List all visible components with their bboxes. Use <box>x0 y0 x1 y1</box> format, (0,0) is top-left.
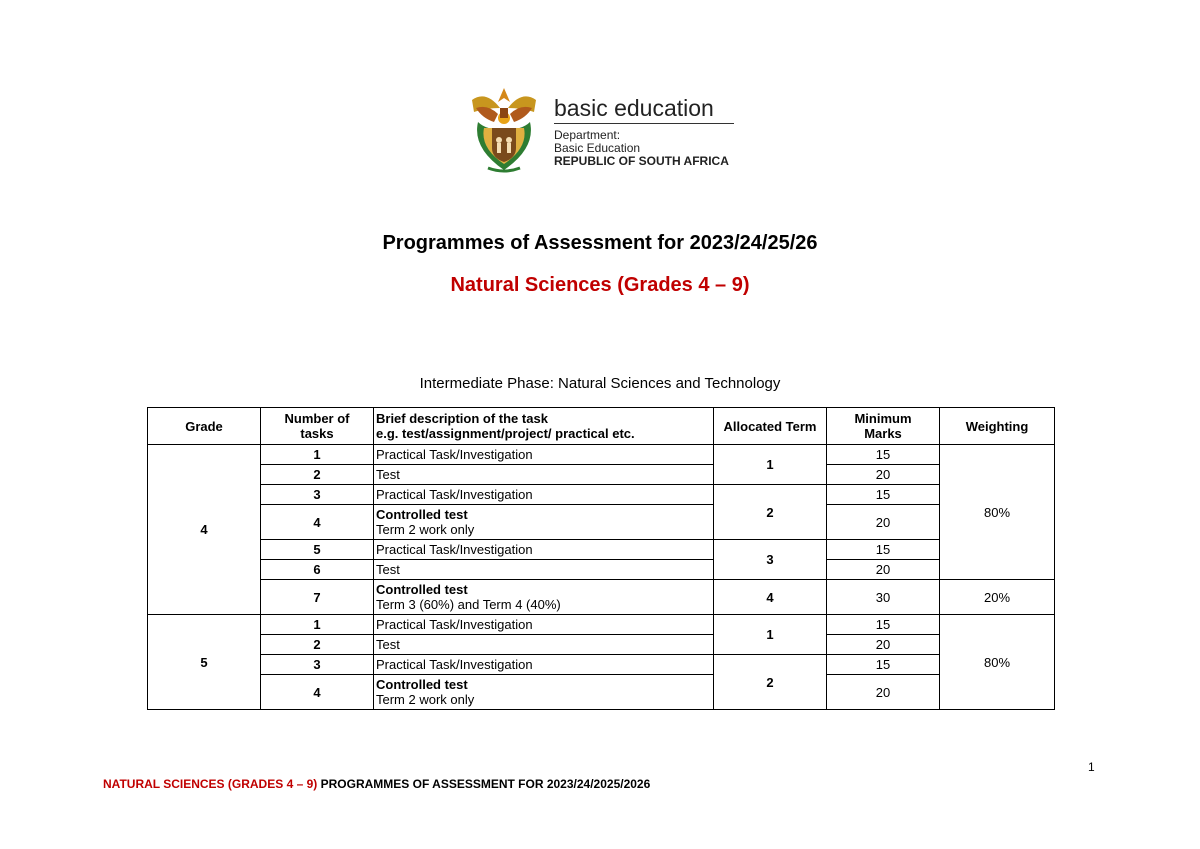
task-description-cell: Practical Task/Investigation <box>374 445 714 465</box>
task-number-cell: 3 <box>261 485 374 505</box>
marks-cell: 15 <box>827 540 940 560</box>
marks-cell: 20 <box>827 635 940 655</box>
marks-cell: 20 <box>827 675 940 710</box>
footer-subject: NATURAL SCIENCES (GRADES 4 – 9) <box>103 777 318 791</box>
header-number-of-tasks <box>261 408 374 445</box>
logo-wordmark: basic education <box>554 96 734 124</box>
logo-department-name: Basic Education <box>554 141 641 155</box>
task-number-cell: 1 <box>261 445 374 465</box>
table-row <box>148 485 1055 505</box>
weighting-cell: 20% <box>940 580 1055 615</box>
header-allocated-term: Allocated Term <box>714 408 827 445</box>
table-caption: Intermediate Phase: Natural Sciences and Technology <box>419 375 781 392</box>
task-description-cell: Practical Task/Investigation <box>374 615 714 635</box>
task-description-cell: Practical Task/Investigation <box>374 485 714 505</box>
task-description-cell <box>374 505 714 540</box>
table-row <box>148 540 1055 560</box>
task-number-cell: 2 <box>261 635 374 655</box>
task-description-cell: Test <box>374 465 714 485</box>
task-description-detail: Term 3 (60%) and Term 4 (40%) <box>376 597 561 612</box>
task-number-cell: 7 <box>261 580 374 615</box>
table-header-row <box>148 408 1055 445</box>
marks-cell: 15 <box>827 655 940 675</box>
task-description-title: Controlled test <box>376 507 468 522</box>
table-row <box>148 465 1055 485</box>
logo-country-name: REPUBLIC OF SOUTH AFRICA <box>554 154 729 168</box>
table-row <box>148 635 1055 655</box>
document-subtitle: Natural Sciences (Grades 4 – 9) <box>450 274 750 296</box>
task-description-detail: Term 2 work only <box>376 522 475 537</box>
table-row <box>148 655 1055 675</box>
task-description-cell: Practical Task/Investigation <box>374 540 714 560</box>
document-title: Programmes of Assessment for 2023/24/25/26 <box>382 232 818 254</box>
header-tasks-line1: Number of <box>284 411 350 426</box>
header-minimum-marks <box>827 408 940 445</box>
header-grade: Grade <box>148 408 261 445</box>
header-marks-line2: Marks <box>864 426 902 441</box>
table-row <box>148 580 1055 615</box>
term-cell: 2 <box>714 485 827 540</box>
table-row <box>148 445 1055 465</box>
page-number: 1 <box>1088 760 1095 774</box>
task-description-cell: Test <box>374 560 714 580</box>
header-desc-line1: Brief description of the task <box>376 411 548 426</box>
weighting-cell: 80% <box>940 615 1055 710</box>
logo-department-label: Department: <box>554 128 621 142</box>
task-number-cell: 3 <box>261 655 374 675</box>
table-row <box>148 675 1055 710</box>
term-cell: 3 <box>714 540 827 580</box>
assessment-table <box>147 407 1055 710</box>
term-cell: 1 <box>714 615 827 655</box>
page-footer <box>103 777 650 791</box>
marks-cell: 15 <box>827 445 940 465</box>
coat-of-arms-icon <box>464 78 544 176</box>
logo-text-block <box>554 96 734 168</box>
task-description-title: Controlled test <box>376 677 468 692</box>
header-desc-line2: e.g. test/assignment/project/ practical etc. <box>376 426 635 441</box>
header-marks-line1: Minimum <box>854 411 912 426</box>
task-description-detail: Term 2 work only <box>376 692 475 707</box>
task-number-cell: 2 <box>261 465 374 485</box>
table-row <box>148 505 1055 540</box>
term-cell: 4 <box>714 580 827 615</box>
marks-cell: 15 <box>827 615 940 635</box>
task-description-title: Controlled test <box>376 582 468 597</box>
task-number-cell: 1 <box>261 615 374 635</box>
table-row <box>148 560 1055 580</box>
task-number-cell: 5 <box>261 540 374 560</box>
term-cell: 2 <box>714 655 827 710</box>
marks-cell: 20 <box>827 505 940 540</box>
footer-title: PROGRAMMES OF ASSESSMENT FOR 2023/24/2025/2026 <box>317 777 651 791</box>
department-logo <box>464 78 734 176</box>
task-description-cell: Practical Task/Investigation <box>374 655 714 675</box>
task-number-cell: 6 <box>261 560 374 580</box>
task-description-cell <box>374 675 714 710</box>
marks-cell: 20 <box>827 560 940 580</box>
marks-cell: 20 <box>827 465 940 485</box>
grade-cell: 4 <box>148 445 261 615</box>
marks-cell: 30 <box>827 580 940 615</box>
grade-cell: 5 <box>148 615 261 710</box>
header-description <box>374 408 714 445</box>
header-tasks-line2: tasks <box>300 426 334 441</box>
task-description-cell: Test <box>374 635 714 655</box>
task-description-cell <box>374 580 714 615</box>
weighting-cell: 80% <box>940 445 1055 580</box>
table-row <box>148 615 1055 635</box>
task-number-cell: 4 <box>261 675 374 710</box>
header-weighting: Weighting <box>940 408 1055 445</box>
term-cell: 1 <box>714 445 827 485</box>
marks-cell: 15 <box>827 485 940 505</box>
task-number-cell: 4 <box>261 505 374 540</box>
